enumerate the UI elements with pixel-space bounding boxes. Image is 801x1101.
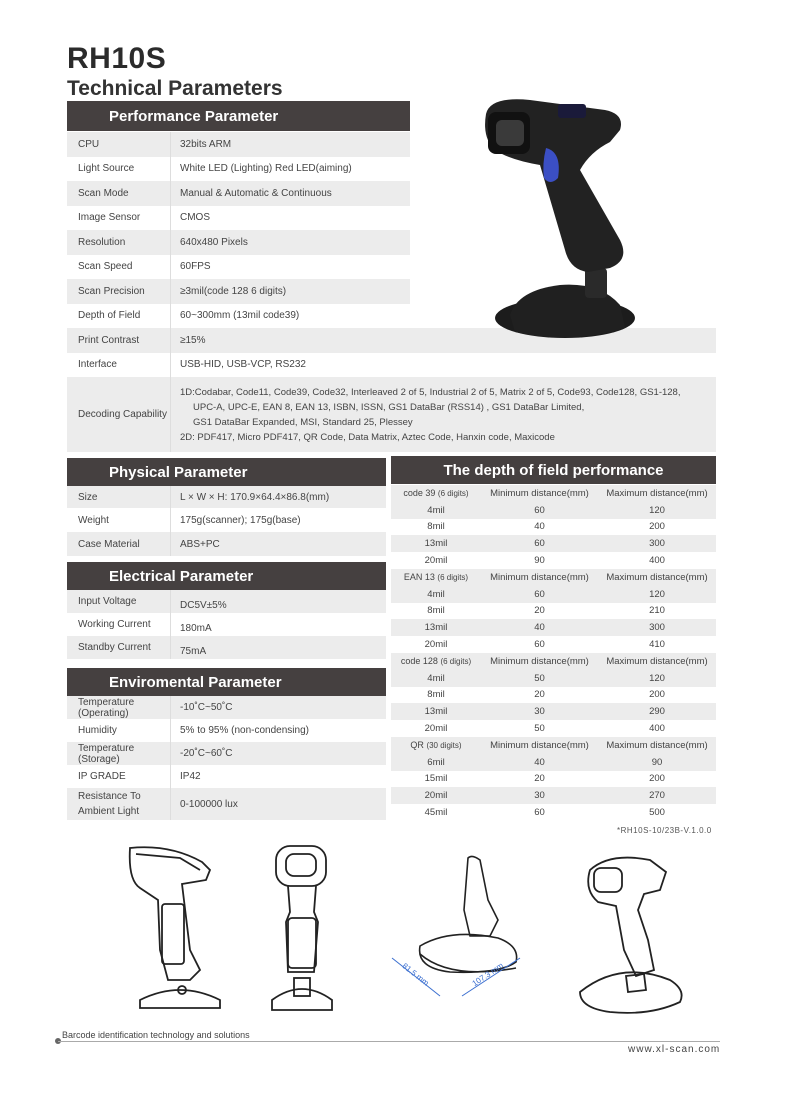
bar-width: 45mil [424,807,448,819]
table-row [67,788,386,820]
min-header: Minimum distance(mm) [490,571,589,583]
table-row [391,552,716,569]
table-row [391,754,716,771]
dimension-depth-label: 81.5 mm [400,961,431,988]
max-distance: 120 [649,672,665,684]
param-value: 175g(scanner); 175g(base) [180,514,301,526]
table-row [391,619,716,636]
table-row [67,613,386,636]
table-row [67,353,716,378]
bar-width: 20mil [424,723,448,735]
min-distance: 90 [534,555,545,567]
min-header: Minimum distance(mm) [490,487,589,499]
max-header: Maximum distance(mm) [606,655,708,667]
code-digits: (6 digits) [437,489,469,499]
table-row [391,804,716,821]
table-row [391,535,716,552]
environmental-header [67,668,386,696]
physical-header [67,458,386,486]
table-row [67,486,386,508]
footer-divider [58,1041,720,1042]
footer-tagline: Barcode identification technology and solutions [62,1030,250,1040]
param-label: Interface [67,353,171,378]
environmental-table [67,696,386,820]
table-row [67,532,386,556]
param-value: -20˚C~60˚C [180,748,233,759]
scanner-product-image [470,90,650,350]
param-value: 5% to 95% (non-condensing) [180,725,309,736]
code-name: code 128 [400,656,438,667]
param-value: 180mA [180,623,212,634]
table-row [67,230,410,255]
min-distance: 60 [534,588,545,600]
max-distance: 400 [649,555,665,567]
param-label: Light Source [67,157,171,182]
param-value: CMOS [180,212,210,224]
depth-title: The depth of field performance [443,461,664,479]
decoding-line: 1D:Codabar, Code11, Code39, Code32, Interleaved 2 of 5, Industrial 2 of 5, Matrix 2 of 5, Code93, Code128, GS1-128, [180,386,681,398]
electrical-table [67,590,386,659]
physical-title: Physical Parameter [109,463,248,481]
table-row [391,703,716,720]
table-row [391,670,716,687]
max-distance: 120 [649,504,665,516]
max-distance: 200 [649,773,665,785]
max-distance: 290 [649,706,665,718]
max-header: Maximum distance(mm) [606,571,708,583]
decoding-line: GS1 DataBar Expanded, MSI, Standard 25, Plessey [193,416,413,428]
min-distance: 60 [534,807,545,819]
max-header: Maximum distance(mm) [606,487,708,499]
param-value: USB-HID, USB-VCP, RS232 [180,359,306,371]
param-label: Humidity [67,719,171,742]
performance-title: Performance Parameter [109,107,279,125]
dimension-width-label: 107.3 mm [470,960,506,989]
param-label: Scan Speed [67,255,171,280]
scanner-side-view-drawing [120,840,230,1015]
code-digits: (6 digits) [440,657,472,667]
code-digits: (6 digits) [437,573,469,583]
bar-width: 15mil [424,773,448,785]
page-subtitle: Technical Parameters [67,77,283,100]
bar-width: 4mil [427,672,445,684]
table-row [391,502,716,519]
param-value: 60~300mm (13mil code39) [180,310,300,322]
table-row [391,586,716,603]
table-row [391,787,716,804]
bar-width: 20mil [424,790,448,802]
bar-width: 8mil [427,521,445,533]
param-value: White LED (Lighting) Red LED(aiming) [180,163,352,175]
min-distance: 60 [534,639,545,651]
param-value: DC5V±5% [180,600,227,611]
table-row [67,719,386,742]
max-header: Maximum distance(mm) [606,739,708,751]
table-row [391,636,716,653]
param-label: IP GRADE [67,765,171,788]
decoding-line: 2D: PDF417, Micro PDF417, QR Code, Data Matrix, Aztec Code, Hanxin code, Maxicode [180,431,555,443]
table-row [67,508,386,532]
table-row [67,157,410,182]
param-label: Scan Precision [67,279,171,304]
max-distance: 500 [649,807,665,819]
param-label: Print Contrast [67,328,171,353]
decoding-row [67,377,716,452]
scanner-on-stand-drawing [570,850,690,1020]
code-name: QR [410,740,424,751]
min-distance: 60 [534,504,545,516]
depth-header [391,456,716,484]
code-digits: (30 digits) [426,741,462,751]
electrical-title: Electrical Parameter [109,567,254,585]
param-label: Temperature (Storage) [67,742,171,765]
electrical-header [67,562,386,590]
bar-width: 8mil [427,605,445,617]
max-distance: 270 [649,790,665,802]
code-name: EAN 13 [403,572,435,583]
min-header: Minimum distance(mm) [490,655,589,667]
max-distance: 120 [649,588,665,600]
bar-width: 8mil [427,689,445,701]
min-distance: 30 [534,706,545,718]
version-code: *RH10S-10/23B-V.1.0.0 [617,826,712,835]
param-value: 60FPS [180,261,211,273]
depth-group-header [391,485,716,502]
min-distance: 20 [534,605,545,617]
table-row [67,765,386,788]
depth-table [391,485,716,821]
param-value: Manual & Automatic & Continuous [180,187,332,199]
min-distance: 20 [534,689,545,701]
table-row [67,696,386,719]
param-label: Image Sensor [67,206,171,231]
min-distance: 40 [534,521,545,533]
max-distance: 300 [649,538,665,550]
min-distance: 50 [534,723,545,735]
max-distance: 200 [649,689,665,701]
bar-width: 6mil [427,756,445,768]
table-row [67,636,386,659]
table-row [391,687,716,704]
decoding-values [171,377,680,452]
website-url: www.xl-scan.com [628,1044,721,1055]
param-value: 75mA [180,646,207,657]
param-label: Scan Mode [67,181,171,206]
param-label: Decoding Capability [67,377,171,452]
param-label: CPU [67,132,171,157]
table-row [67,590,386,613]
code-name: code 39 [403,488,436,499]
bar-width: 13mil [424,706,448,718]
table-row [391,720,716,737]
decoding-line: UPC-A, UPC-E, EAN 8, EAN 13, ISBN, ISSN, GS1 DataBar (RSS14) , GS1 DataBar Limited, [193,401,585,413]
param-value: ≥15% [180,334,206,346]
min-distance: 50 [534,672,545,684]
param-value: IP42 [180,771,201,782]
bar-width: 13mil [424,538,448,550]
max-distance: 90 [651,756,663,768]
bar-width: 13mil [424,622,448,634]
max-distance: 300 [649,622,665,634]
param-label: Input Voltage [67,590,171,613]
min-header: Minimum distance(mm) [490,739,589,751]
performance-header [67,101,410,131]
max-distance: 200 [649,521,665,533]
table-row [67,304,447,329]
table-row [67,206,410,231]
bar-width: 4mil [427,504,445,516]
param-value: ≥3mil(code 128 6 digits) [180,285,287,297]
table-row [391,519,716,536]
param-label: Temperature (Operating) [67,696,171,719]
table-row [67,742,386,765]
param-value: ABS+PC [180,538,220,550]
bar-width: 20mil [424,555,448,567]
param-label: Depth of Field [67,304,171,329]
model-name: RH10S [67,42,167,75]
depth-group-header [391,569,716,586]
stand-dimension-drawing [380,850,530,1015]
param-label: Case Material [67,532,171,556]
param-label: Resistance To Ambient Light [67,788,171,820]
param-value: 32bits ARM [180,138,232,150]
bar-width: 20mil [424,639,448,651]
bar-width: 4mil [427,588,445,600]
min-distance: 30 [534,790,545,802]
table-row [391,771,716,788]
param-label: Size [67,486,171,508]
max-distance: 400 [649,723,665,735]
param-value: L × W × H: 170.9×64.4×86.8(mm) [180,491,330,503]
param-label: Resolution [67,230,171,255]
table-row [67,255,410,280]
table-row [67,181,410,206]
depth-group-header [391,737,716,754]
table-row [391,603,716,620]
param-value: -10˚C~50˚C [180,702,233,713]
param-value: 0-100000 lux [180,798,238,810]
min-distance: 20 [534,773,545,785]
max-distance: 210 [649,605,665,617]
depth-group-header [391,653,716,670]
max-distance: 410 [649,639,665,651]
param-value: 640x480 Pixels [180,236,248,248]
table-row [67,132,410,157]
param-label: Standby Current [67,636,171,659]
min-distance: 40 [534,622,545,634]
physical-table [67,486,386,556]
min-distance: 40 [534,756,545,768]
environmental-title: Enviromental Parameter [109,673,282,691]
table-row [67,279,410,304]
min-distance: 60 [534,538,545,550]
scanner-front-view-drawing [262,842,342,1017]
param-label: Working Current [67,613,171,636]
param-label: Weight [67,508,171,532]
